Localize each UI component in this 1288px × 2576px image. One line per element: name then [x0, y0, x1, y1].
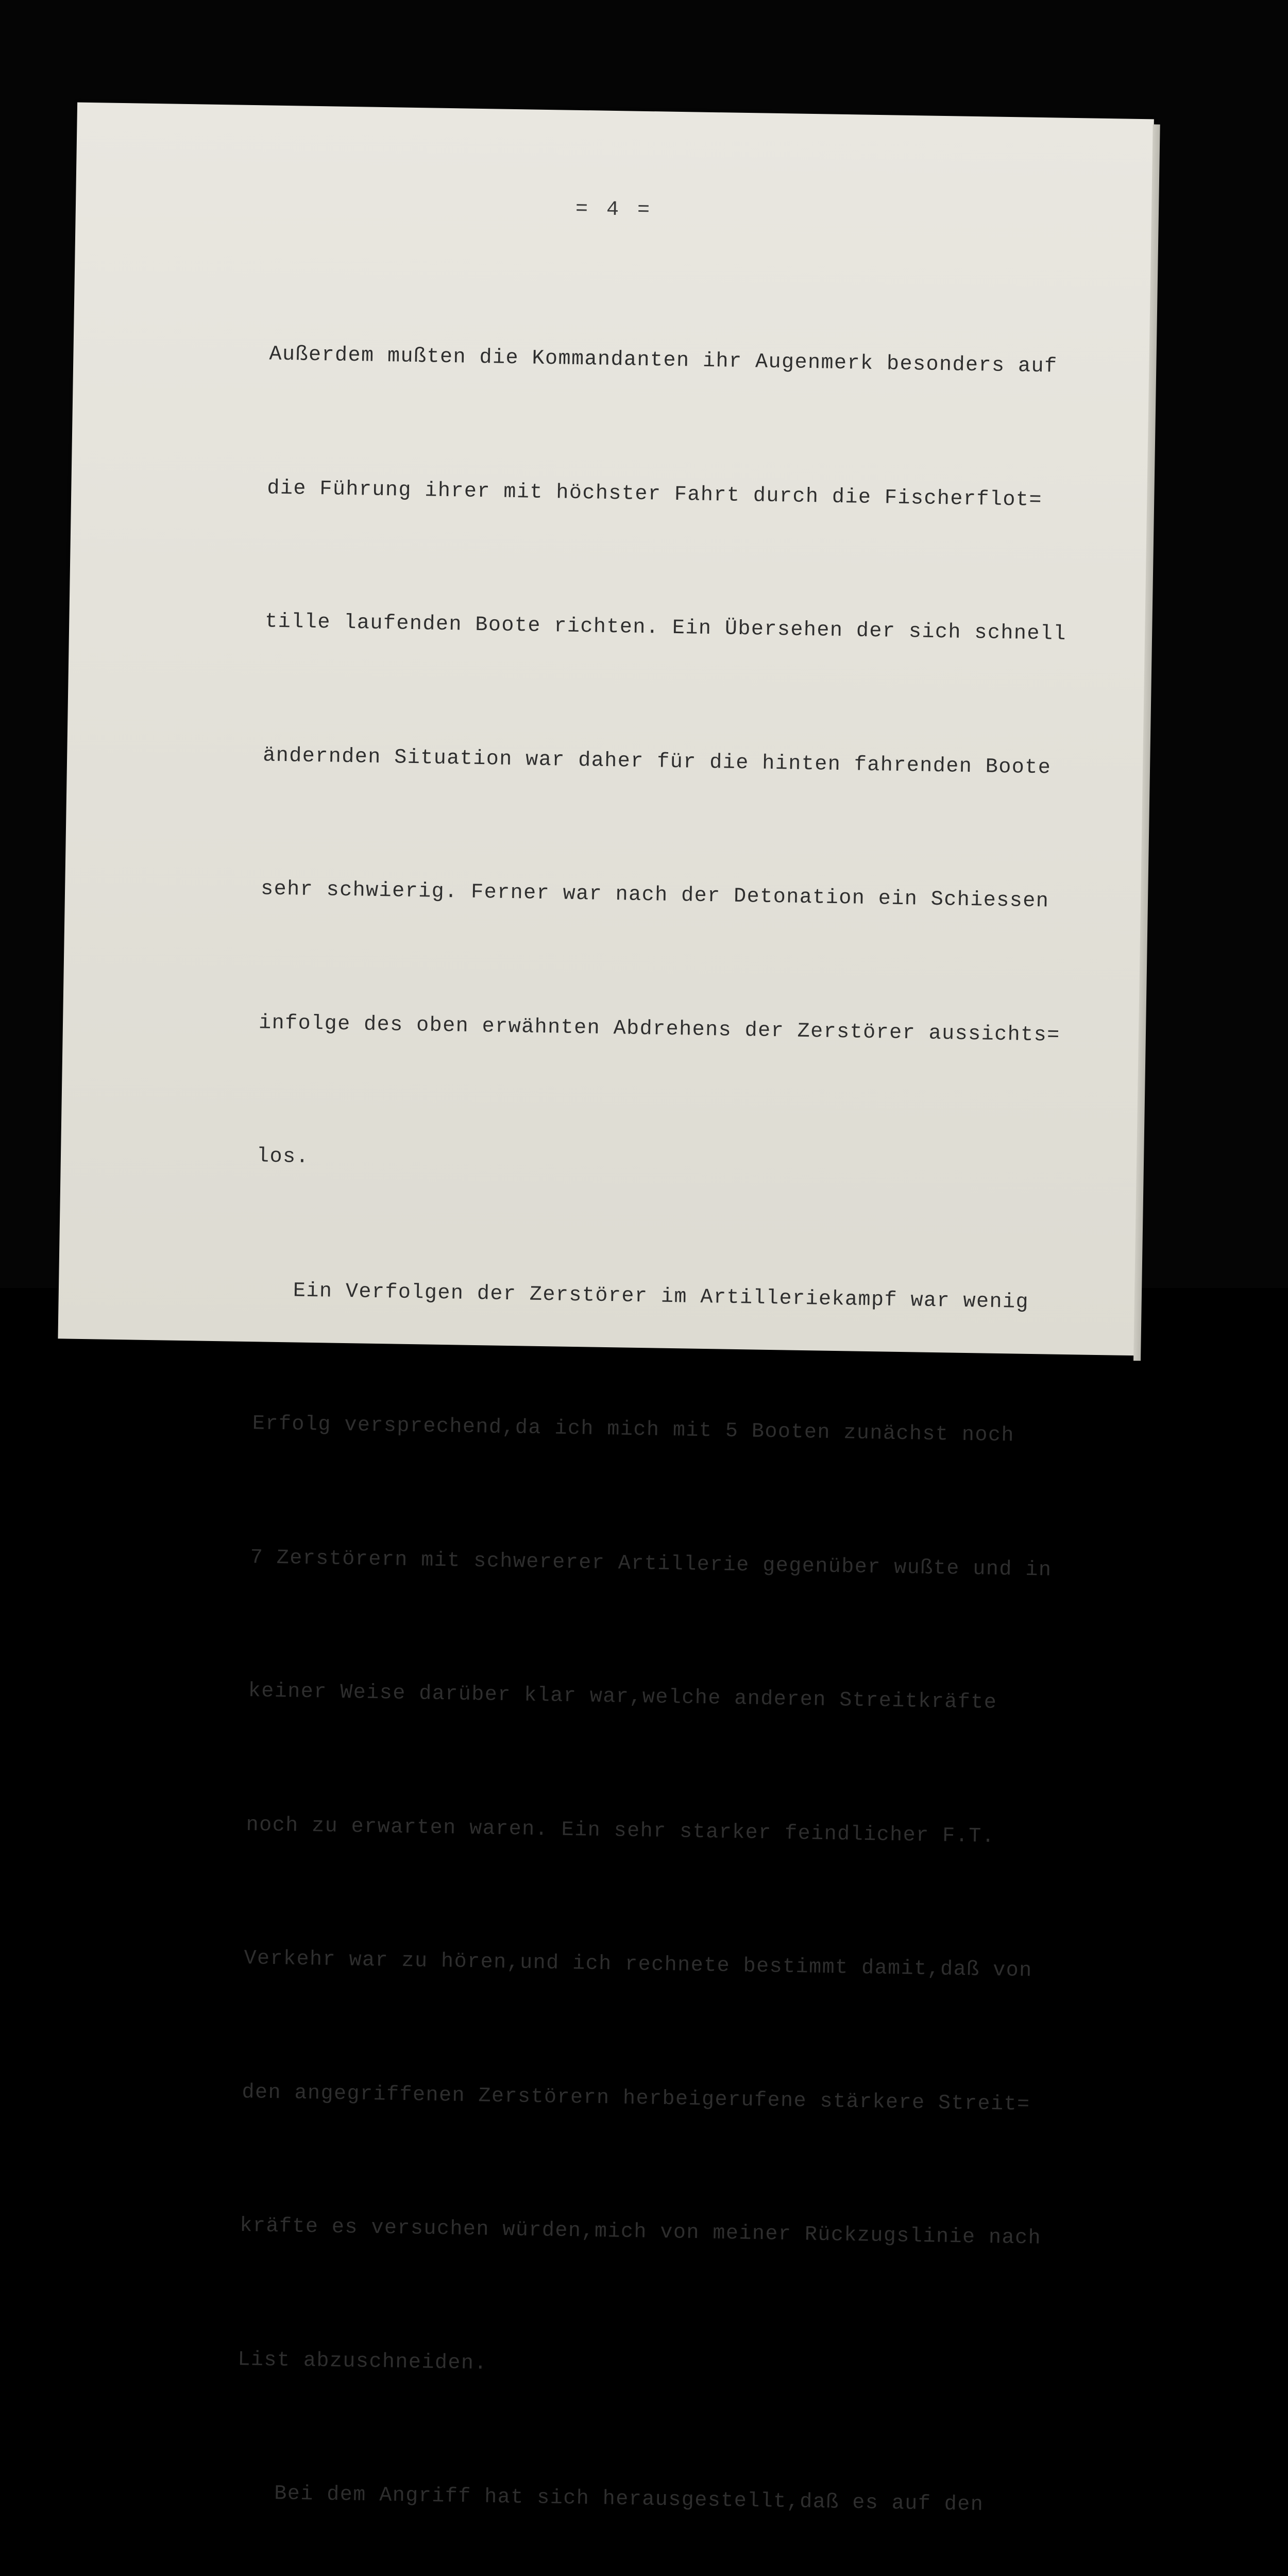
document-sheet	[58, 103, 1154, 2517]
text-line: ändernden Situation war daher für die hinten fahrenden Boote	[262, 743, 1052, 779]
text-line: Verkehr war zu hören,und ich rechnete bestimmt damit,daß von	[244, 1947, 1032, 1983]
text-line: noch zu erwarten waren. Ein sehr starker feindlicher F.T.	[246, 1813, 995, 1849]
text-line: Bei dem Angriff hat sich herausgestellt,daß es auf den	[274, 2482, 984, 2517]
text-line: den angegriffenen Zerstörern herbeigerufene stärkere Streit=	[242, 2080, 1030, 2116]
text-line: die Führung ihrer mit höchster Fahrt durch die Fischerflot=	[267, 476, 1043, 512]
text-line: infolge des oben erwähnten Abdrehens der Zerstörer aussichts=	[258, 1011, 1061, 1047]
document-body	[221, 244, 1136, 2576]
page-number: = 4 =	[575, 197, 653, 223]
text-line: tille laufenden Boote richten. Ein Übersehen der sich schnell	[264, 610, 1067, 646]
text-line: los.	[256, 1145, 310, 1169]
text-line: Ein Verfolgen der Zerstörer im Artilleriekampf war wenig	[293, 1279, 1029, 1314]
text-line: sehr schwierig. Ferner war nach der Detonation ein Schiessen	[260, 877, 1049, 913]
text-line: 7 Zerstörern mit schwererer Artillerie gegenüber wußte und in	[250, 1546, 1052, 1582]
text-line: Erfolg versprechend,da ich mich mit 5 Booten zunächst noch	[252, 1412, 1015, 1448]
text-line: Außerdem mußten die Kommandanten ihr Augenmerk besonders auf	[269, 343, 1058, 379]
text-line: kräfte es versuchen würden,mich von meiner Rückzugslinie nach	[240, 2214, 1042, 2250]
text-line: keiner Weise darüber klar war,welche anderen Streitkräfte	[248, 1680, 997, 1715]
text-line: List abzuschneiden.	[237, 2348, 488, 2376]
